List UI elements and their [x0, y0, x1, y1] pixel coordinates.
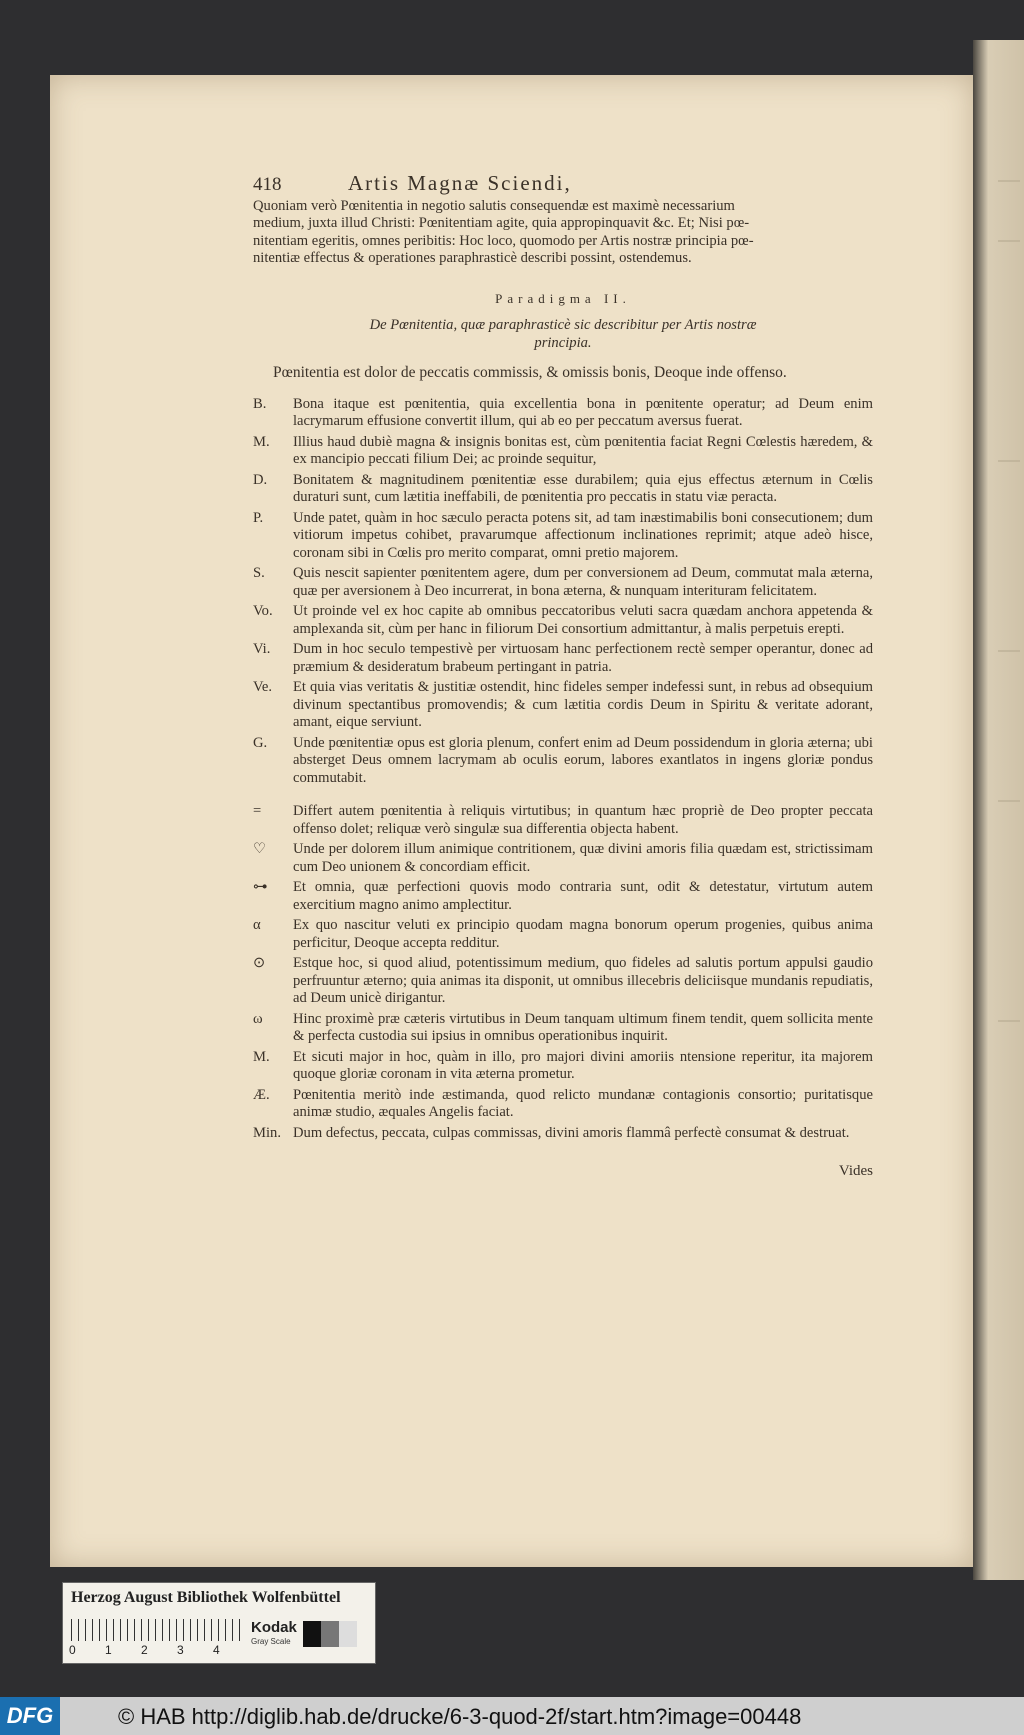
item-text: Unde patet, quàm in hoc sæculo peracta potens sit, ad tam inæstimabilis boni consecutionem; dum vitiorum impetus cohibet, pravarumque affectionum inclinationes reprimit; atque adeò hisce, coronam sibi in Cœlis pro merito comparat, omni pretio majorem.	[293, 509, 873, 561]
gray-patches	[303, 1621, 357, 1647]
item-text: Differt autem pœnitentia à reliquis virtutibus; in quantum hæc propriè de Deo propter peccata offenso dolet; reliquæ verò singulæ sua differentia objecta habent.	[293, 803, 873, 837]
contrarietas-symbol-icon: ⊶	[253, 879, 268, 895]
item-label: S.	[253, 565, 265, 581]
differentia-symbol-icon: =	[253, 803, 262, 819]
footer-bar	[0, 1697, 1024, 1735]
item-label: Min.	[253, 1124, 281, 1141]
list-item	[253, 879, 873, 914]
item-text: Et quia vias veritatis & justitiæ ostendit, hinc fideles semper indefessi sunt, in rebus ad obsequium divinum spectantibus promovendis; & cum lætitia cordis Deum in Spiritu & veritate adorant, amant, eique serviunt.	[293, 679, 873, 730]
list-item	[253, 641, 873, 676]
dfg-logo: DFG	[0, 1697, 60, 1735]
list-item	[253, 434, 873, 469]
page-text	[253, 171, 873, 1179]
running-head: Artis Magnæ Sciendi,	[348, 171, 572, 195]
item-label: Æ.	[253, 1086, 270, 1103]
item-label: M.	[253, 433, 270, 450]
item-text: Estque hoc, si quod aliud, potentissimum medium, quo fideles ad salutis portum appulsi gaudio perfruuntur æterno; quia animas ita disponit, ut omnibus illecebris deliciisque mundanis repudiatis, ad Deum unicè dirigantur.	[293, 955, 873, 1006]
circle-dot-symbol-icon: ⊙	[253, 955, 266, 971]
catchword: Vides	[838, 1163, 873, 1179]
subtitle-line: principia.	[534, 334, 592, 351]
page-header	[253, 171, 873, 195]
library-label: Herzog August Bibliothek Wolfenbüttel	[71, 1589, 341, 1606]
intro-line: nitentiæ effectus & operationes paraphrasticè describi possint, ostendemus.	[253, 250, 692, 266]
item-label: Ve.	[253, 679, 273, 695]
item-text: Unde pœnitentiæ opus est gloria plenum, confert enim ad Deum possidendum in gloria æterna; ubi absterget Deus omnem lacrymam ab oculis eorum, labores exantlatos in ingens gloriæ pondus commutabit.	[293, 734, 873, 786]
item-text: Illius haud dubiè magna & insignis bonitas est, cùm pœnitentia faciat Regni Cœlestis hæredem, & ex mancipio peccati filium Dei; ac proinde sequitur,	[293, 433, 873, 467]
item-text: Bonitatem & magnitudinem pœnitentiæ esse durabilem; quia ejus effectus æternum in Cœlis duraturi sunt, cum lætitia ineffabili, de pœnitentia pro peccatis in statu viæ peracta.	[293, 471, 873, 505]
intro-paragraph	[253, 198, 873, 268]
item-text: Bona itaque est pœnitentia, quia excellentia bona in pœnitente operatur; ad Deum enim lacrymarum effusione convertit illum, qui ab eo per peccatum aversus fuerat.	[293, 395, 873, 429]
item-text: Dum defectus, peccata, culpas commissas, divini amoris flammâ perfectè consumat & destruat.	[293, 1124, 850, 1141]
item-label: D.	[253, 471, 268, 488]
symbol-items	[253, 803, 873, 1142]
list-item	[253, 1087, 873, 1122]
item-text: Pœnitentia meritò inde æstimanda, quod relicto mundanæ contagionis consortio; puritatisque animæ studio, æquales Angelis faciat.	[293, 1086, 873, 1120]
list-item	[253, 603, 873, 638]
item-text: Dum in hoc seculo tempestivè per virtuosam hanc perfectionem rectè semper operantur, donec ad præmium & desideratum brabeum pertingant in patria.	[293, 641, 873, 675]
list-item	[253, 510, 873, 563]
definition: Pœnitentia est dolor de peccatis commissis, & omissis bonis, Deoque inde offenso.	[273, 364, 787, 381]
list-item	[253, 841, 873, 876]
item-text: Ex quo nascitur veluti ex principio quodam magna bonorum operum progenies, quibus anima perficitur, Deoque accepta redditur.	[293, 917, 873, 951]
item-label: P.	[253, 509, 264, 526]
list-item	[253, 679, 873, 732]
list-item	[253, 396, 873, 431]
section-subtitle	[293, 317, 833, 352]
list-item	[253, 1125, 873, 1143]
source-credit: © HAB http://diglib.hab.de/drucke/6-3-quod-2f/start.htm?image=00448	[118, 1704, 802, 1729]
list-item	[253, 472, 873, 507]
letter-items	[253, 396, 873, 788]
omega-symbol-icon: ω	[253, 1010, 263, 1027]
item-label: Vi.	[253, 641, 271, 657]
subtitle-line: De Pœnitentia, quæ paraphrasticè sic describitur per Artis nostræ	[369, 317, 757, 333]
item-text: Et omnia, quæ perfectioni quovis modo contraria sunt, odit & detestatur, virtutum autem exercitium magno animo amplectitur.	[293, 879, 873, 913]
heart-symbol-icon: ♡	[253, 841, 267, 857]
list-item	[253, 735, 873, 788]
item-text: Ut proinde vel ex hoc capite ab omnibus peccatoribus veluti sacra quædam anchora appetenda & amplexanda sit, cùm per hanc in filiorum Dei consortium admittantur, à malis perpetuis erepti.	[293, 603, 873, 637]
item-text: Quis nescit sapienter pœnitentem agere, dum per conversionem ad Deum, commutat mala æterna, quæ per aversionem à Deo incurrerat, in bona æterna, & nunquam interituram felicitatem.	[293, 565, 873, 599]
item-label: Vo.	[253, 603, 273, 619]
list-item	[253, 955, 873, 1008]
list-item	[253, 565, 873, 600]
alpha-symbol-icon: α	[253, 917, 261, 933]
item-text: Et sicuti major in hoc, quàm in illo, pro majori divini amoriis ntensione reperitur, ita majorem quoque gloriæ coronam in vita æterna prometur.	[293, 1048, 873, 1082]
intro-line: Quoniam verò Pœnitentia in negotio salutis consequendæ est maximè necessarium	[253, 197, 735, 214]
item-text: Hinc proximè præ cæteris virtutibus in Deum tanquam ultimum finem tendit, quem sollicita mente & perfecta custodia sui ipsius in omnibus operationibus inquirit.	[293, 1010, 873, 1044]
item-text: Unde per dolorem illum animique contritionem, quæ divini amoris filia quædam est, strictissimam cum Deo unionem & concordiam efficit.	[293, 841, 873, 875]
intro-line: medium, juxta illud Christi: Pœnitentiam agite, quia appropinquavit &c. Et; Nisi pœ-	[253, 215, 750, 231]
page-number: 418	[253, 174, 282, 195]
list-item	[253, 803, 873, 838]
section-heading: Paradigma II.	[495, 290, 631, 306]
gray-scale-label: Gray Scale	[251, 1637, 291, 1646]
list-item	[253, 917, 873, 952]
list-item	[253, 1049, 873, 1084]
color-calibration-bar	[62, 1582, 376, 1664]
adjacent-page-edge	[973, 40, 1024, 1580]
item-label: G.	[253, 734, 268, 751]
item-label: M.	[253, 1048, 270, 1065]
ruler-numbers: 0 1 2 3 4	[69, 1643, 220, 1657]
list-item	[253, 1011, 873, 1046]
ruler-scale	[71, 1619, 241, 1641]
kodak-label: Kodak	[251, 1619, 297, 1636]
intro-line: nitentiam egeritis, omnes peribitis: Hoc loco, quomodo per Artis nostræ principia pœ-	[253, 232, 754, 249]
item-label: B.	[253, 395, 267, 412]
